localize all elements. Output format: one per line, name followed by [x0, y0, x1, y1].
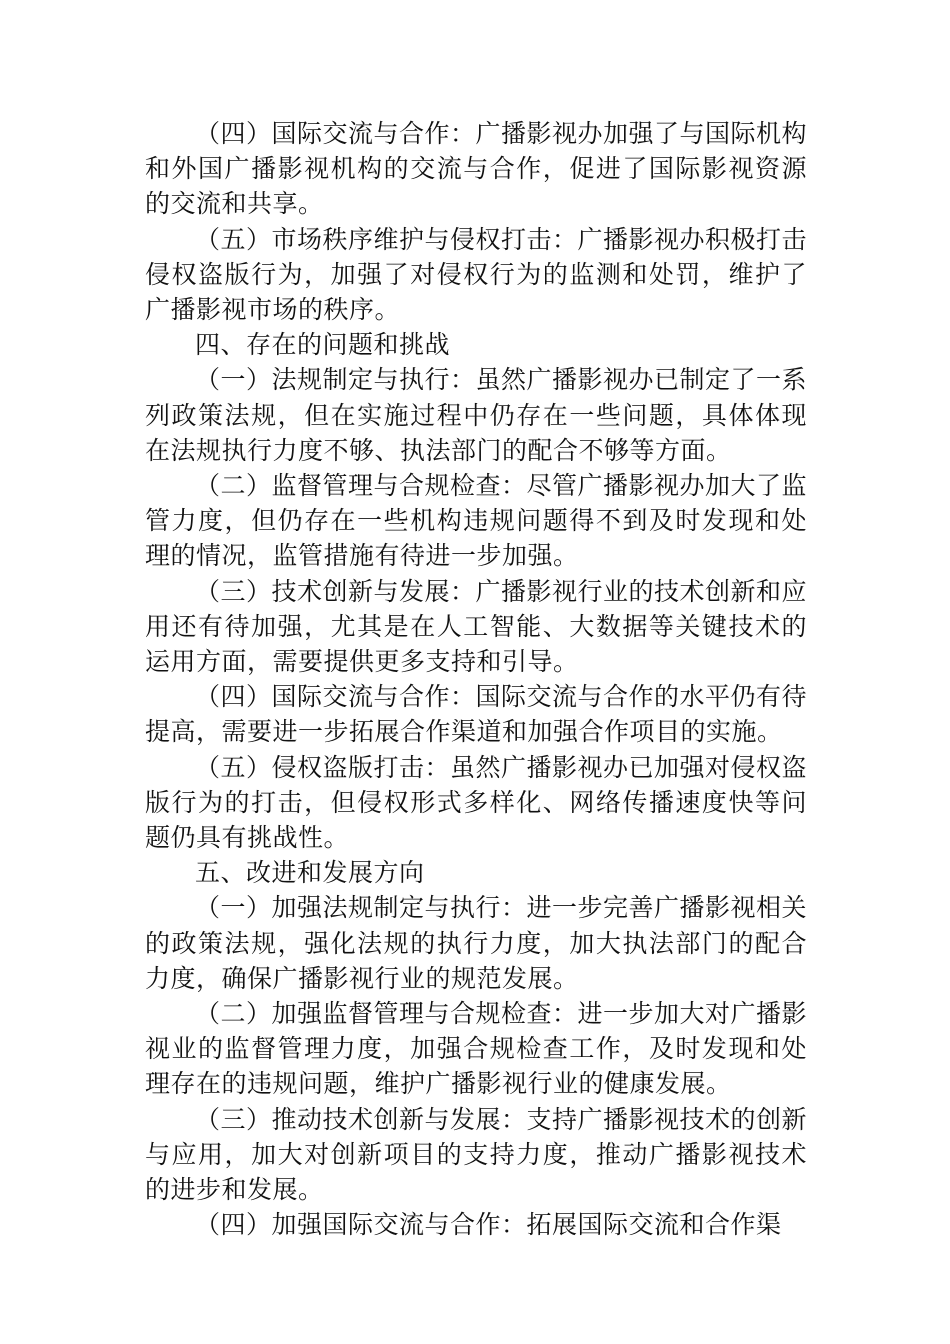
paragraph-problem-piracy: （五）侵权盗版打击：虽然广播影视办已加强对侵权盗版行为的打击，但侵权形式多样化、网络传播速度快等问题仍具有挑战性。: [145, 752, 808, 853]
paragraph-problem-supervision: （二）监督管理与合规检查：尽管广播影视办加大了监管力度，但仍存在一些机构违规问题得不到及时发现和处理的情况，监管措施有待进一步加强。: [145, 471, 808, 571]
paragraph-problem-technology: （三）技术创新与发展：广播影视行业的技术创新和应用还有待加强，尤其是在人工智能、大数据等关键技术的运用方面，需要提供更多支持和引导。: [145, 576, 808, 677]
paragraph-market-order: （五）市场秩序维护与侵权打击：广播影视办积极打击侵权盗版行为，加强了对侵权行为的监测和处罚，维护了广播影视市场的秩序。: [145, 224, 808, 325]
section-heading-problems: 四、存在的问题和挑战: [195, 330, 451, 360]
paragraph-problem-regulation: （一）法规制定与执行：虽然广播影视办已制定了一系列政策法规，但在实施过程中仍存在一些问题，具体体现在法规执行力度不够、执法部门的配合不够等方面。: [145, 365, 808, 465]
paragraph-improve-technology: （三）推动技术创新与发展：支持广播影视技术的创新与应用，加大对创新项目的支持力度，推动广播影视技术的进步和发展。: [145, 1104, 808, 1205]
document-body: [145, 116, 807, 1243]
paragraph-problem-international: （四）国际交流与合作：国际交流与合作的水平仍有待提高，需要进一步拓展合作渠道和加强合作项目的实施。: [145, 682, 808, 747]
section-heading-improvement: 五、改进和发展方向: [195, 858, 425, 888]
paragraph-improve-supervision: （二）加强监督管理与合规检查：进一步加大对广播影视业的监督管理力度，加强合规检查工作，及时发现和处理存在的违规问题，维护广播影视行业的健康发展。: [145, 999, 808, 1099]
paragraph-improve-regulation: （一）加强法规制定与执行：进一步完善广播影视相关的政策法规，强化法规的执行力度，加大执法部门的配合力度，确保广播影视行业的规范发展。: [145, 893, 808, 993]
paragraph-international-exchange: （四）国际交流与合作：广播影视办加强了与国际机构和外国广播影视机构的交流与合作，促进了国际影视资源的交流和共享。: [145, 119, 808, 219]
paragraph-improve-international: （四）加强国际交流与合作：拓展国际交流和合作渠: [195, 1210, 782, 1240]
